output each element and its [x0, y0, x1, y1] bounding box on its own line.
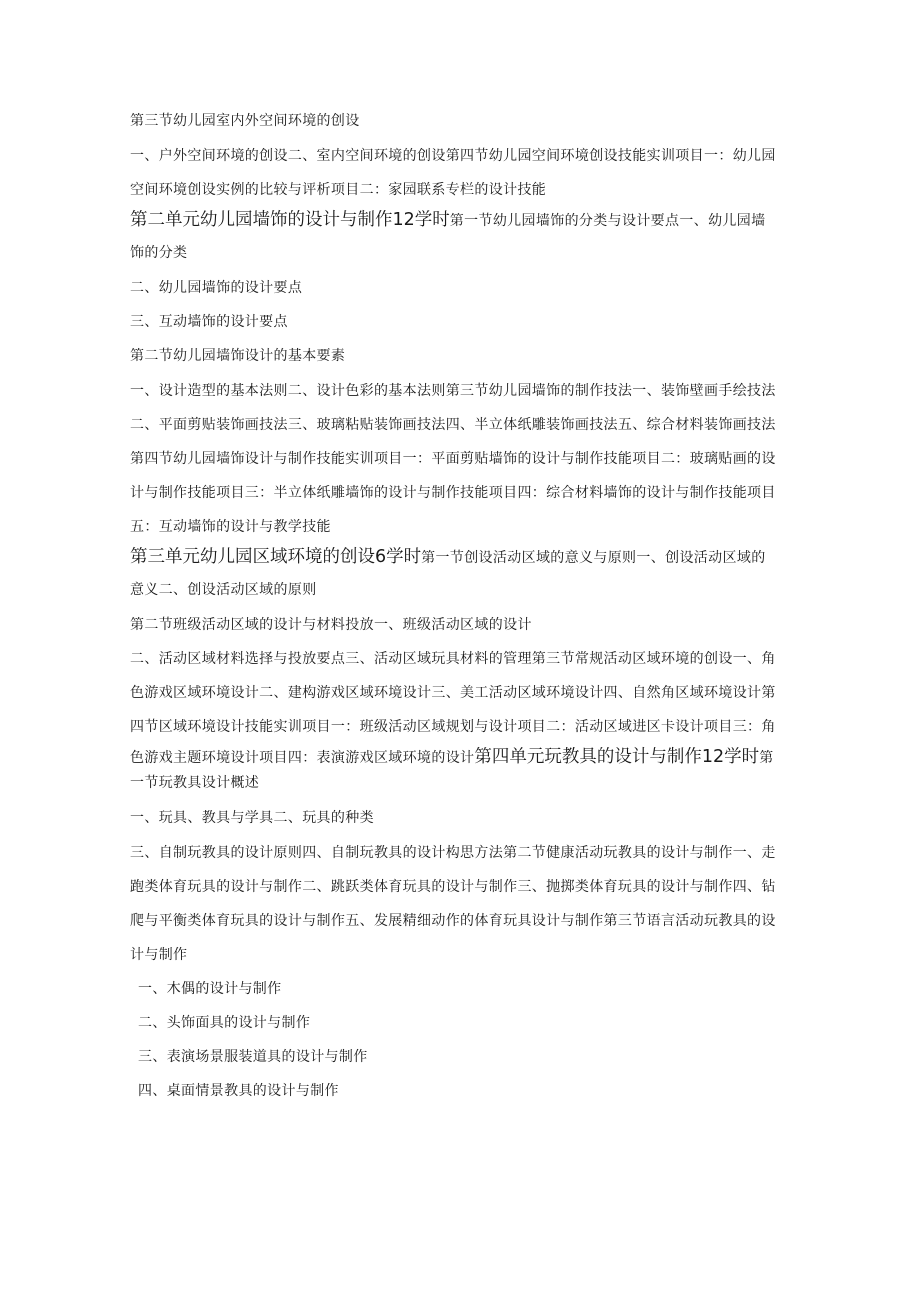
section-heading: 第二节班级活动区域的设计与材料投放一、班级活动区域的设计	[130, 617, 532, 633]
text-line: 爬与平衡类体育玩具的设计与制作五、发展精细动作的体育玩具设计与制作第三节语言活动玩教具的设	[130, 913, 776, 929]
unit-heading: 第三单元幼儿园区域环境的创设6学时	[130, 547, 422, 567]
text-line: 一、设计造型的基本法则二、设计色彩的基本法则第三节幼儿园墙饰的制作技法一、装饰壁画手绘技法	[130, 383, 776, 399]
text-line: 三、自制玩教具的设计原则四、自制玩教具的设计构思方法第二节健康活动玩教具的设计与制作一、走	[130, 845, 776, 861]
unit-line	[130, 211, 830, 230]
text-line: 三、互动墙饰的设计要点	[130, 314, 288, 330]
text-line: 意义二、创设活动区域的原则	[130, 582, 317, 598]
text-line: 色游戏区域环境设计二、建构游戏区域环境设计三、美工活动区域环境设计四、自然角区域环境设计第	[130, 685, 776, 701]
text-line: 四节区域环境设计技能实训项目一：班级活动区域规划与设计项目二：活动区域进区卡设计项目三：角	[130, 719, 776, 735]
text-fragment: 第	[759, 750, 774, 766]
section-heading: 第二节幼儿园墙饰设计的基本要素	[130, 348, 346, 364]
list-item: 四、桌面情景教具的设计与制作	[138, 1083, 339, 1099]
text-fragment: 色游戏主题环境设计项目四：表演游戏区域环境的设计	[130, 750, 475, 766]
list-item: 二、头饰面具的设计与制作	[138, 1015, 311, 1031]
document-page	[130, 112, 830, 1100]
text-fragment: 第一节创设活动区域的意义与原则一、创设活动区域的	[421, 550, 766, 566]
text-fragment: 第一节幼儿园墙饰的分类与设计要点一、幼儿园墙	[449, 213, 766, 229]
text-line: 二、幼儿园墙饰的设计要点	[130, 280, 303, 296]
text-line: 一、玩具、教具与学具二、玩具的种类	[130, 810, 374, 826]
text-line: 一、户外空间环境的创设二、室内空间环境的创设第四节幼儿园空间环境创设技能实训项目一：幼儿园	[130, 148, 776, 164]
text-line: 第四节幼儿园墙饰设计与制作技能实训项目一：平面剪贴墙饰的设计与制作技能项目二：玻璃贴画的设	[130, 451, 776, 467]
text-line: 二、平面剪贴装饰画技法三、玻璃粘贴装饰画技法四、半立体纸雕装饰画技法五、综合材料装饰画技法	[130, 417, 776, 433]
list-item: 一、木偶的设计与制作	[138, 981, 282, 997]
unit-line	[130, 548, 830, 567]
text-line: 跑类体育玩具的设计与制作二、跳跃类体育玩具的设计与制作三、抛掷类体育玩具的设计与制作四、钻	[130, 879, 776, 895]
unit-heading: 第四单元玩教具的设计与制作12学时	[474, 747, 760, 767]
unit-heading: 第二单元幼儿园墙饰的设计与制作12学时	[130, 210, 450, 230]
text-line: 空间环境创设实例的比较与评析项目二：家园联系专栏的设计技能	[130, 182, 547, 198]
text-line: 计与制作	[130, 947, 188, 963]
list-item: 三、表演场景服装道具的设计与制作	[138, 1049, 368, 1065]
unit-line	[130, 748, 830, 767]
text-line: 饰的分类	[130, 245, 188, 261]
section-heading: 第三节幼儿园室内外空间环境的创设	[130, 113, 360, 129]
section-heading: 一节玩教具设计概述	[130, 775, 260, 791]
text-line: 计与制作技能项目三：半立体纸雕墙饰的设计与制作技能项目四：综合材料墙饰的设计与制作技能项目	[130, 485, 776, 501]
text-line: 二、活动区域材料选择与投放要点三、活动区域玩具材料的管理第三节常规活动区域环境的创设一、角	[130, 651, 776, 667]
text-line: 五：互动墙饰的设计与教学技能	[130, 519, 331, 535]
